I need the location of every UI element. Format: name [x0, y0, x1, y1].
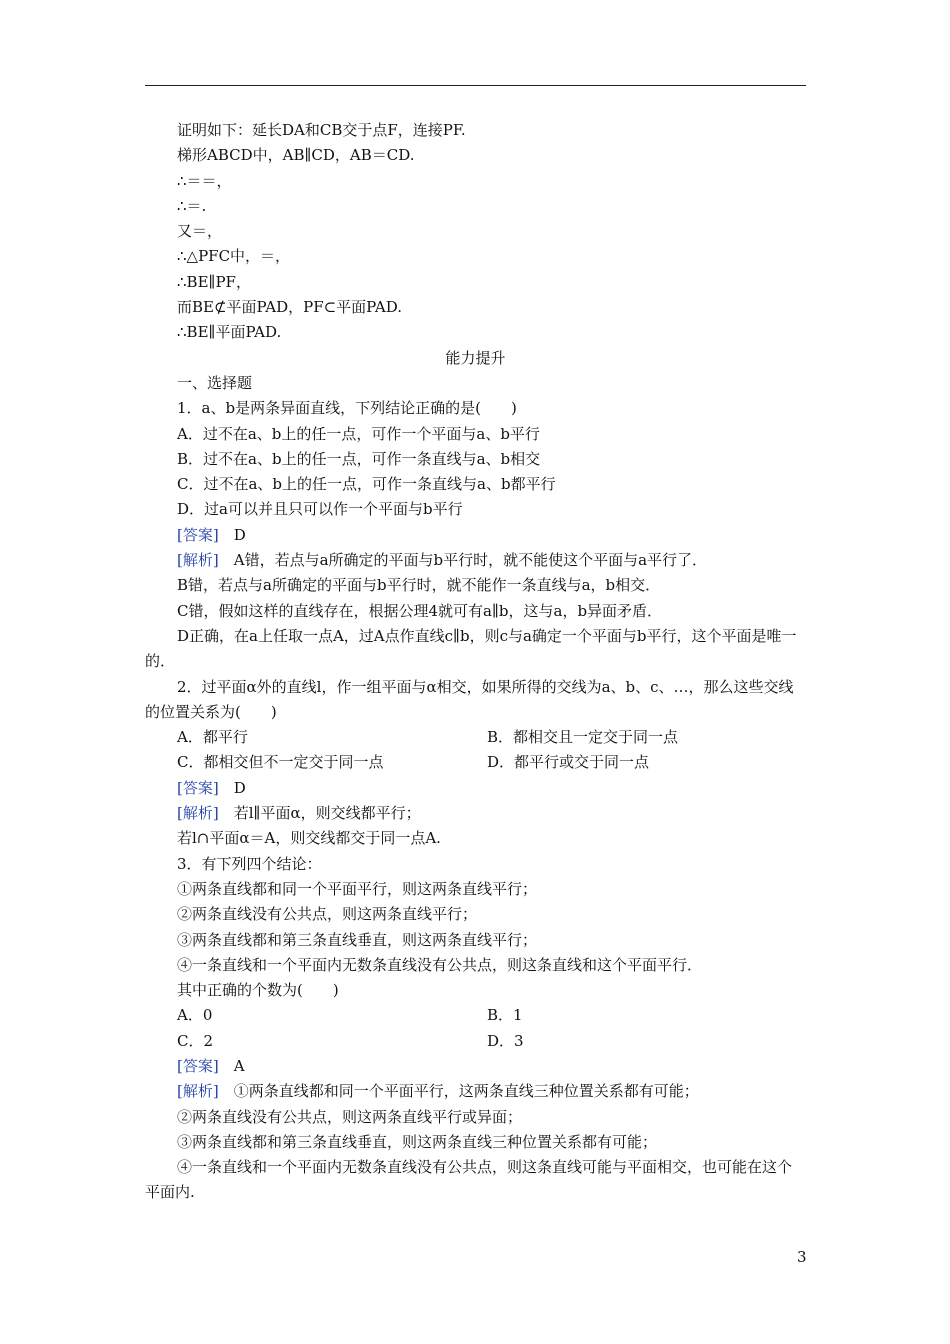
q3-options-row — [145, 1003, 806, 1028]
page-number: 3 — [797, 1248, 807, 1266]
subsection-title: 一、选择题 — [177, 373, 253, 392]
q3-option: C．2 — [177, 1031, 214, 1050]
q1-option: D．过a可以并且只可以作一个平面与b平行 — [177, 500, 463, 519]
q3-statement: ③两条直线都和第三条直线垂直，则这两条直线平行； — [177, 930, 538, 949]
q3-analysis-line: ②两条直线没有公共点，则这两条直线平行或异面； — [177, 1107, 523, 1126]
q3-option: D．3 — [487, 1031, 524, 1050]
q2-analysis-line: 若l∩平面α＝A，则交线都交于同一点A. — [177, 829, 441, 848]
header-rule — [145, 85, 806, 86]
q3-option: B．1 — [487, 1006, 523, 1025]
q2-option: C．都相交但不一定交于同一点 — [177, 753, 384, 772]
q3-statement: ④一条直线和一个平面内无数条直线没有公共点，则这条直线和这个平面平行． — [177, 955, 703, 974]
answer-tag: [答案] — [177, 525, 219, 544]
proof-line: ∴BE∥平面PAD. — [177, 323, 282, 342]
answer-tag: [答案] — [177, 1056, 219, 1075]
answer-value: A — [233, 1056, 245, 1075]
proof-line: 证明如下：延长DA和CB交于点F，连接PF. — [177, 121, 466, 139]
answer-value: D — [233, 525, 246, 544]
proof-line: ∴△PFC中，＝， — [177, 247, 291, 266]
q1-option: C．过不在a、b上的任一点，可作一条直线与a、b都平行 — [177, 475, 556, 494]
page-content — [145, 118, 806, 1206]
proof-line: ∴＝. — [177, 196, 207, 215]
q3-analysis — [145, 1079, 806, 1104]
q2-options-row — [145, 750, 806, 775]
q1-option: B．过不在a、b上的任一点，可作一条直线与a、b相交 — [177, 449, 541, 468]
q1-answer — [145, 523, 806, 548]
answer-value: D — [233, 778, 246, 797]
q3-analysis-line: ③两条直线都和第三条直线垂直，则这两条直线三种位置关系都有可能； — [177, 1132, 658, 1151]
q1-option: A．过不在a、b上的任一点，可作一个平面与a、b平行 — [177, 424, 540, 443]
q3-statement: ①两条直线都和同一个平面平行，则这两条直线平行； — [177, 879, 538, 898]
analysis-text: 若l∥平面α，则交线都平行； — [233, 804, 421, 823]
q2-answer — [145, 776, 806, 801]
q3-analysis-para: ④一条直线和一个平面内无数条直线没有公共点，则这条直线可能与平面相交，也可能在这个平面内. — [145, 1158, 793, 1202]
analysis-tag: [解析] — [177, 1082, 219, 1101]
section-title: 能力提升 — [445, 348, 506, 367]
q2-options-row — [145, 725, 806, 750]
q3-option: A．0 — [177, 1006, 213, 1025]
q2-stem: 2．过平面α外的直线l，作一组平面与α相交，如果所得的交线为a、b、c、…，那么这些交线的位置关系为( ) — [145, 677, 794, 721]
analysis-tag: [解析] — [177, 804, 219, 823]
q1-analysis — [145, 548, 806, 573]
q2-option: B．都相交且一定交于同一点 — [487, 728, 679, 747]
q1-stem: 1．a、b是两条异面直线，下列结论正确的是( ) — [177, 399, 517, 418]
q3-statement: ②两条直线没有公共点，则这两条直线平行； — [177, 905, 478, 924]
proof-line: ∴＝＝， — [177, 171, 232, 190]
q2-option: A．都平行 — [177, 728, 248, 747]
proof-line: 梯形ABCD中，AB∥CD，AB＝CD. — [177, 146, 415, 165]
proof-line: ∴BE∥PF， — [177, 272, 251, 291]
answer-tag: [答案] — [177, 778, 219, 797]
q2-option: D．都平行或交于同一点 — [487, 753, 650, 772]
q1-analysis-line: B错，若点与a所确定的平面与b平行时，就不能作一条直线与a，b相交． — [177, 576, 661, 595]
q3-question: 其中正确的个数为( ) — [177, 981, 339, 1000]
q1-analysis-line: C错，假如这样的直线存在，根据公理4就可有a∥b，这与a，b异面矛盾． — [177, 601, 663, 620]
proof-line: 又＝， — [177, 222, 223, 241]
proof-line: 而BE⊄平面PAD，PF⊂平面PAD. — [177, 298, 402, 317]
analysis-text: A错，若点与a所确定的平面与b平行时，就不能使这个平面与a平行了． — [233, 551, 708, 570]
analysis-tag: [解析] — [177, 551, 219, 570]
q3-options-row — [145, 1029, 806, 1054]
analysis-text: ①两条直线都和同一个平面平行，这两条直线三种位置关系都有可能； — [233, 1082, 699, 1101]
q1-analysis-para: D正确，在a上任取一点A，过A点作直线c∥b，则c与a确定一个平面与b平行，这个平面是唯一的． — [145, 626, 797, 671]
q2-analysis — [145, 801, 806, 826]
q3-answer — [145, 1054, 806, 1079]
q3-stem: 3．有下列四个结论： — [177, 854, 322, 873]
